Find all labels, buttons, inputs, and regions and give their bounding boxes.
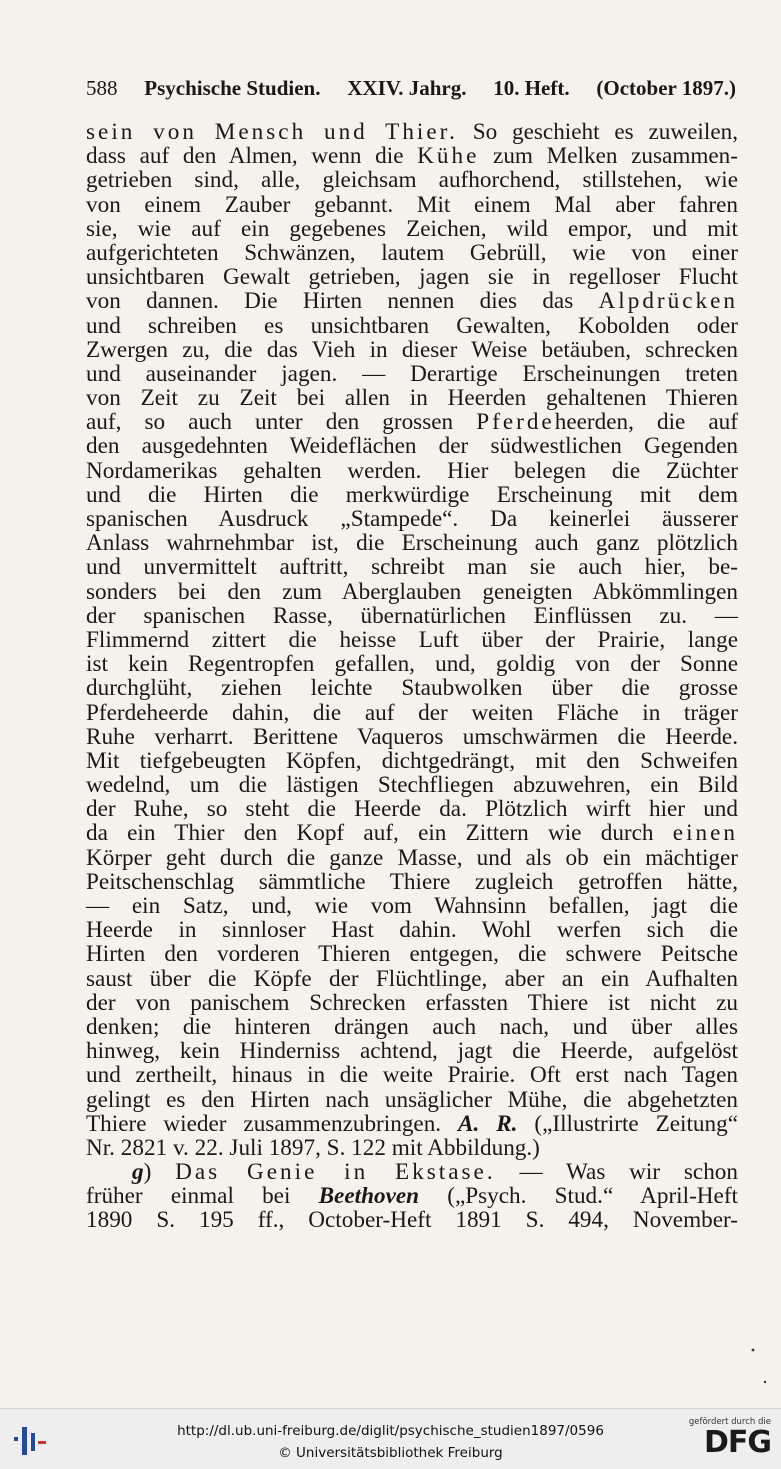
text-run: und schreiben es unsichtbaren Gewalten, Kobolden oder (86, 312, 738, 339)
text-run: und auseinander jagen. — Derartige Erscheinungen treten (86, 360, 738, 387)
text-run: Pferdeheerde dahin, die auf der weiten Fläche in träger (86, 699, 738, 726)
text-line (86, 628, 738, 652)
text-line (86, 967, 738, 991)
issue-label: 10. Heft. (493, 76, 570, 100)
text-line (86, 942, 738, 966)
text-run: heerden, die auf (554, 409, 738, 436)
text-run: und unvermittelt auftritt, schreibt man sie auch hier, be- (86, 554, 738, 581)
dfg-logo: DFG (703, 1425, 771, 1460)
text-line (86, 217, 738, 241)
text-line (86, 289, 738, 313)
text-run: („Illustrirte Zeitung“ (517, 1110, 739, 1137)
text-run: dass auf den Almen, wenn die (86, 143, 418, 170)
running-header (86, 76, 736, 106)
text-run: hinweg, kein Hinderniss achtend, jagt die Heerde, aufgelöst (86, 1038, 738, 1065)
text-line (86, 580, 738, 604)
text-run: Alpdrücken (598, 288, 738, 315)
text-run: einen (672, 820, 738, 847)
text-run: Körper geht durch die ganze Masse, und als ob ein mächtiger (86, 844, 738, 871)
text-line (86, 362, 738, 386)
text-line (86, 483, 738, 507)
text-run: ist kein Regentropfen gefallen, und, goldig von der Sonne (86, 651, 738, 678)
text-run: durchglüht, ziehen leichte Staubwolken über die grosse (86, 675, 738, 702)
text-line (86, 652, 738, 676)
text-line (86, 1039, 738, 1063)
text-run: Mit tiefgebeugten Köpfen, dichtgedrängt, mit den Schweifen (86, 747, 738, 774)
text-line (86, 821, 738, 845)
text-run: Nordamerikas gehalten werden. Hier belegen die Züchter (86, 457, 738, 484)
text-line (86, 265, 738, 289)
text-run: wedelnd, um die lästigen Stechfliegen abzuwehren, ein Bild (86, 772, 738, 799)
text-run: Thiere wieder zusammenzubringen. (86, 1110, 459, 1137)
text-line (86, 918, 738, 942)
issue-date: (October 1897.) (596, 76, 736, 100)
text-line (86, 314, 738, 338)
text-run: 1890 S. 195 ff., October-Heft 1891 S. 494, November- (86, 1207, 738, 1234)
text-run: Heerde in sinnloser Hast dahin. Wohl werfen sich die (86, 917, 738, 944)
text-line (86, 507, 738, 531)
text-run: unsichtbaren Gewalt getrieben, jagen sie in regelloser Flucht (86, 264, 738, 291)
text-run: auf, so auch unter den grossen (86, 409, 477, 436)
text-line (86, 991, 738, 1015)
text-line (86, 1112, 738, 1136)
text-run: Hirten den vorderen Thieren entgegen, die schwere Peitsche (86, 941, 738, 968)
text-run: saust über die Köpfe der Flüchtlinge, aber an ein Aufhalten (86, 965, 738, 992)
body-text (86, 120, 738, 1233)
text-run: und zertheilt, hinaus in die weite Prairie. Oft erst nach Tagen (86, 1062, 738, 1089)
text-line (86, 1208, 738, 1232)
text-line (86, 870, 738, 894)
text-run: Das Genie in Ekstase. (175, 1159, 496, 1186)
text-line (86, 676, 738, 700)
text-line (86, 1136, 738, 1160)
text-line (86, 386, 738, 410)
text-run: Flimmernd zittert die heisse Luft über der Prairie, lange (86, 626, 738, 653)
text-run: — ein Satz, und, wie vom Wahnsinn befallen, jagt die (86, 893, 738, 919)
text-run: Pferde (476, 409, 555, 436)
text-run: spanischen Ausdruck „Stampede“. Da keinerlei äusserer (86, 506, 738, 532)
text-run: der spanischen Rasse, übernatürlichen Einflüssen zu. — (86, 602, 738, 629)
text-run: und die Hirten die merkwürdige Erscheinung mit dem (86, 481, 738, 508)
text-run: den ausgedehnten Weideflächen der südwestlichen Gegenden (86, 433, 738, 460)
text-line (86, 604, 738, 628)
text-line (86, 410, 738, 434)
text-line (86, 555, 738, 579)
text-line (86, 1184, 738, 1208)
text-run: sein von Mensch und Thier. (86, 119, 458, 145)
text-line (86, 168, 738, 192)
text-run: sie, wie auf ein gegebenes Zeichen, wild empor, und mit (86, 215, 738, 242)
text-line (86, 1015, 738, 1039)
page-number: 588 (86, 76, 118, 100)
journal-title: Psychische Studien. (144, 76, 321, 100)
text-run: von Zeit zu Zeit bei allen in Heerden gehaltenen Thieren (86, 385, 738, 412)
text-line (86, 434, 738, 458)
text-line (86, 894, 738, 918)
text-run: g (132, 1159, 144, 1186)
text-line (86, 797, 738, 821)
text-run: Peitschenschlag sämmtliche Thiere zugleich getroffen hätte, (86, 868, 738, 895)
text-line (86, 1088, 738, 1112)
text-run: denken; die hinteren drängen auch nach, und über alles (86, 1013, 738, 1040)
text-line (86, 120, 738, 144)
text-run: Anlass wahrnehmbar ist, die Erscheinung auch ganz plötzlich (86, 530, 738, 557)
text-run: der von panischem Schrecken erfassten Thiere ist nicht zu (86, 989, 738, 1016)
text-run: — Was wir schon (495, 1159, 738, 1186)
text-run: zum Melken zusammen- (479, 143, 738, 170)
text-run: Zwergen zu, die das Vieh in dieser Weise betäuben, schrecken (86, 336, 738, 363)
text-run: Beethoven (318, 1183, 420, 1210)
text-run: Kühe (417, 143, 480, 170)
text-run: ) (143, 1159, 176, 1186)
text-run: früher einmal bei (86, 1183, 319, 1210)
text-run: („Psych. Stud.“ April-Heft (419, 1183, 738, 1210)
text-line (86, 749, 738, 773)
text-line (86, 846, 738, 870)
text-run: da ein Thier den Kopf auf, ein Zittern wie durch (86, 820, 673, 847)
text-line (86, 1063, 738, 1087)
viewer-footer (0, 1408, 781, 1469)
text-line (86, 338, 738, 362)
scan-speck-icon (749, 1346, 757, 1354)
permalink-url[interactable]: http://dl.ub.uni-freiburg.de/diglit/psychische_studien1897/0596 (177, 1423, 604, 1439)
text-run: gelingt es den Hirten nach unsäglicher Mühe, die abgehetzten (86, 1086, 738, 1113)
text-run: Ruhe verharrt. Berittene Vaqueros umschwärmen die Heerde. (86, 723, 738, 750)
text-run: von dannen. Die Hirten nennen dies das (86, 288, 599, 315)
scan-speck-icon (761, 1378, 769, 1386)
dfg-sponsor (681, 1417, 771, 1463)
text-line (86, 725, 738, 749)
text-line (86, 773, 738, 797)
text-run: So geschieht es zuweilen, (457, 119, 738, 145)
text-run: sonders bei den zum Aberglauben geneigten Abkömmlingen (86, 578, 738, 605)
text-run: getrieben sind, alle, gleichsam aufhorchend, stillstehen, wie (86, 167, 738, 194)
copyright-notice: © Universitätsbibliothek Freiburg (278, 1445, 503, 1461)
text-run: der Ruhe, so steht die Heerde da. Plötzlich wirft hier und (86, 796, 738, 823)
text-run: A. R. (458, 1110, 518, 1137)
text-line (86, 241, 738, 265)
text-line (86, 701, 738, 725)
text-line (86, 193, 738, 217)
text-line (86, 459, 738, 483)
text-run: von einem Zauber gebannt. Mit einem Mal aber fahren (86, 191, 738, 218)
text-line (86, 1160, 738, 1184)
text-line (86, 531, 738, 555)
sponsor-note: gefördert durch die (688, 1417, 771, 1427)
text-line (86, 144, 738, 168)
text-run: Nr. 2821 v. 22. Juli 1897, S. 122 mit Abbildung.) (86, 1134, 540, 1161)
volume-label: XXIV. Jahrg. (347, 76, 467, 100)
text-run: aufgerichteten Schwänzen, lautem Gebrüll, wie von einer (86, 239, 738, 266)
